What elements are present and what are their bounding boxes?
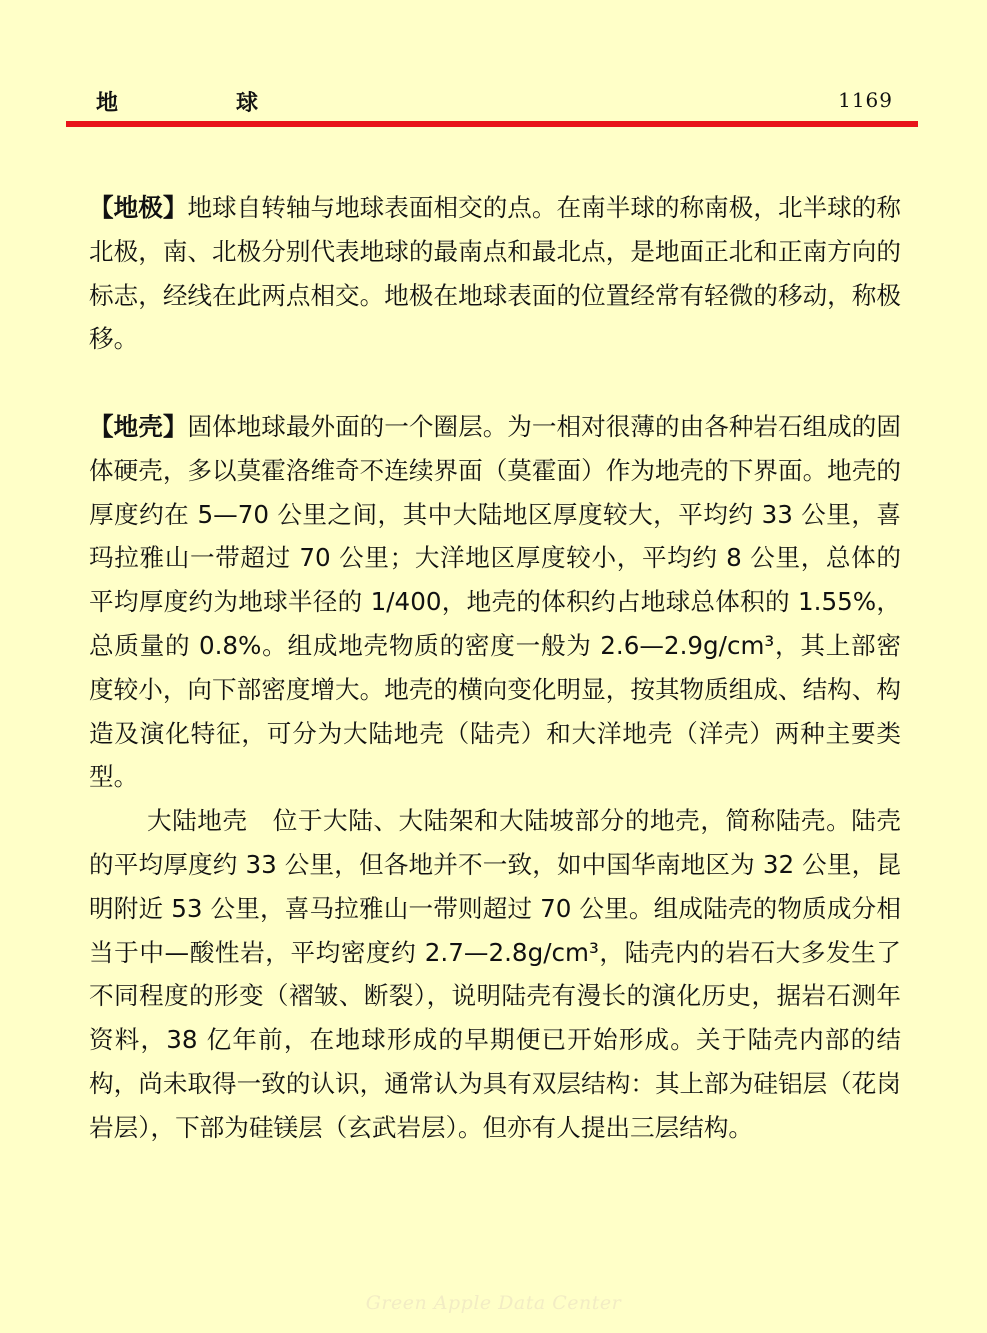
subentry-continental-crust — [89, 799, 901, 1149]
entry-diji — [89, 186, 901, 361]
header-title: 地球 — [96, 91, 377, 116]
subentry-term: 大陆地壳 — [147, 806, 248, 836]
entry-diqiao — [89, 405, 901, 799]
entry-text: 地球自转轴与地球表面相交的点。在南半球的称南极，北半球的称北极，南、北极分别代表地球的最南点和最北点，是地面正北和正南方向的标志，经线在此两点相交。地极在地球表面的位置经常有轻微的移动，称极移。 — [89, 193, 901, 354]
header-rule — [66, 121, 918, 127]
article-body — [89, 186, 901, 1150]
entry-term: 【地壳】 — [89, 411, 188, 441]
entry-text: 固体地球最外面的一个圈层。为一相对很薄的由各种岩石组成的固体硬壳，多以莫霍洛维奇不连续界面（莫霍面）作为地壳的下界面。地壳的厚度约在 5—70 公里之间，其中大陆地区厚度较大，平均约 33 公里，喜玛拉雅山一带超过 70 公里；大洋地区厚度较小，平均约 8 公里，总体的平均厚度约为地球半径的 1/400，地壳的体积约占地球总体积的 1.55%，总质量的 0.8%。组成地壳物质的密度一般为 2.6—2.9g/cm³，其上部密度较小，向下部密度增大。地壳的横向变化明显，按其物质组成、结构、构造及演化特征，可分为大陆地壳（陆壳）和大洋地壳（洋壳）两种主要类型。 — [89, 411, 901, 792]
watermark: Green Apple Data Center — [365, 1292, 622, 1314]
page-number: 1169 — [838, 88, 893, 112]
entry-term: 【地极】 — [89, 193, 188, 222]
subentry-text: 位于大陆、大陆架和大陆坡部分的地壳，简称陆壳。陆壳的平均厚度约 33 公里，但各地并不一致，如中国华南地区为 32 公里，昆明附近 53 公里，喜马拉雅山一带则超过 70 公里。组成陆壳的物质成分相当于中—酸性岩，平均密度约 2.7—2.8g/cm³，陆壳内的岩石大多发生了不同程度的形变（褶皱、断裂），说明陆壳有漫长的演化历史，据岩石测年资料，38 亿年前，在地球形成的早期便已开始形成。关于陆壳内部的结构，尚未取得一致的认识，通常认为具有双层结构：其上部为硅铝层（花岗岩层），下部为硅镁层（玄武岩层）。但亦有人提出三层结构。 — [89, 806, 901, 1142]
